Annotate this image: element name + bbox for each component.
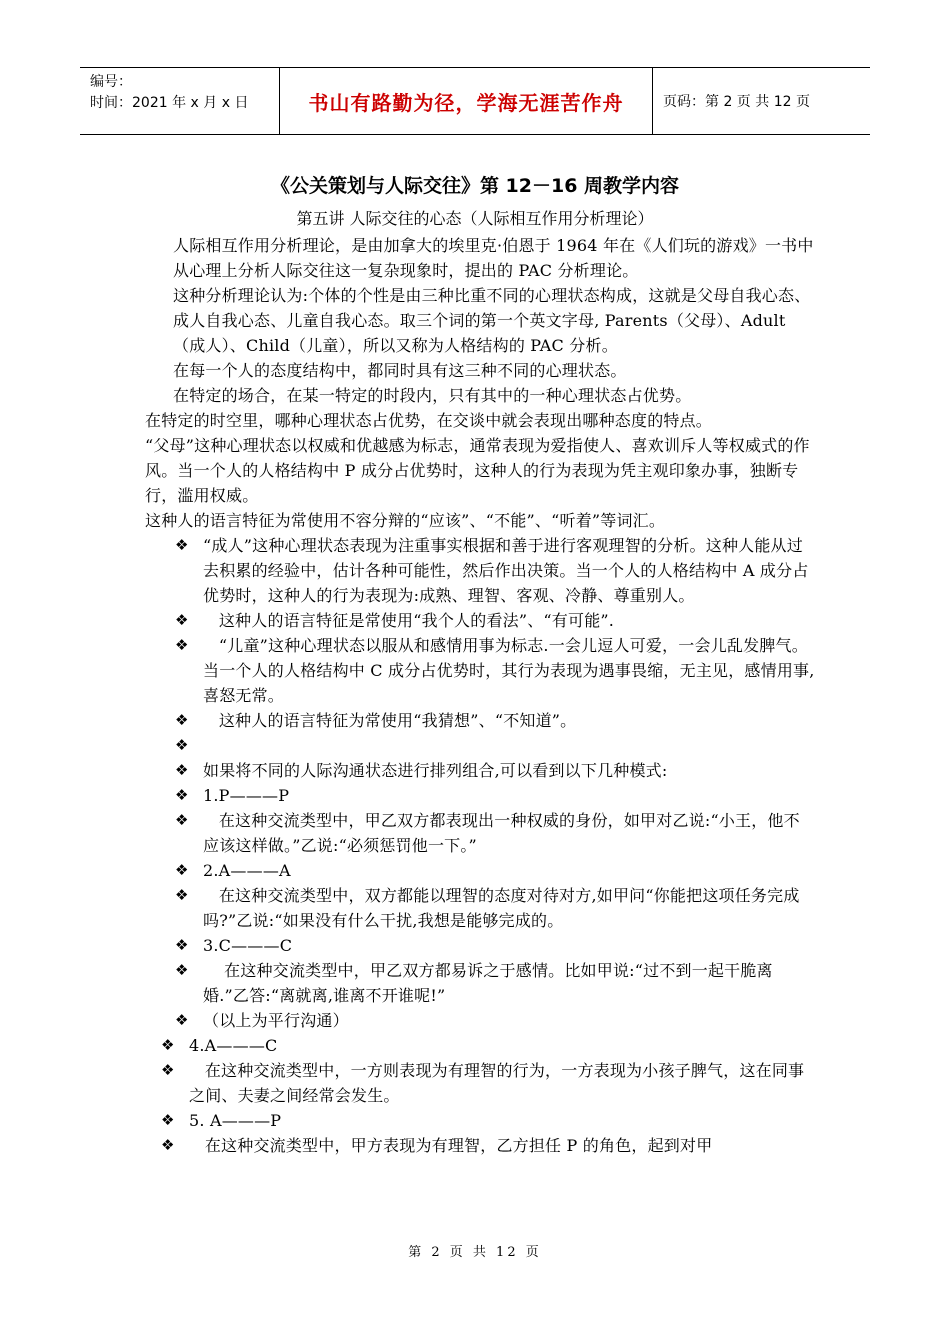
document-title: 《公关策划与人际交往》第 12－16 周教学内容 bbox=[270, 175, 680, 197]
date-label: 时间：2021 年 x 月 x 日 bbox=[90, 95, 249, 111]
diamond-bullet-icon: ❖ bbox=[175, 786, 189, 804]
paragraph: “父母”这种心理状态以权威和优越感为标志，通常表现为爱指使人、喜欢训斥人等权威式的作风。当一个人的人格结构中 P 成分占优势时，这种人的行为表现为凭主观印象办事，独断专行，滥用权威。 bbox=[145, 436, 810, 505]
list-item: ❖ 这种人的语言特征为常使用“我猜想”、“不知道”。 bbox=[145, 708, 815, 733]
list-item: ❖ 在这种交流类型中，甲方表现为有理智，乙方担任 P 的角色，起到对甲 bbox=[145, 1133, 815, 1158]
list-item: ❖ （以上为平行沟通） bbox=[145, 1008, 815, 1033]
paragraph: 这种分析理论认为:个体的个性是由三种比重不同的心理状态构成，这就是父母自我心态、成人自我心态、儿童自我心态。取三个词的第一个英文字母, Parents（父母）、Adult（成人）、Child（儿童），所以又称为人格结构的 PAC 分析。 bbox=[173, 286, 811, 355]
list-item: ❖ “儿童”这种心理状态以服从和感情用事为标志.一会儿逗人可爱，一会儿乱发脾气。当一个人的人格结构中 C 成分占优势时，其行为表现为遇事畏缩，无主见，感情用事,喜怒无常。 bbox=[145, 633, 815, 708]
header-motto: 书山有路勤为径，学海无涯苦作舟 bbox=[280, 68, 653, 134]
diamond-bullet-icon: ❖ bbox=[175, 1011, 189, 1029]
document-body bbox=[145, 233, 815, 1158]
list-item: ❖ 2.A———A bbox=[145, 858, 815, 883]
page-footer: 第 2 页 共 12 页 bbox=[408, 1245, 542, 1260]
list-item: ❖ 1.P———P bbox=[145, 783, 815, 808]
diamond-bullet-icon: ❖ bbox=[175, 711, 189, 729]
lecture-subtitle: 第五讲 人际交往的心态（人际相互作用分析理论） bbox=[296, 209, 654, 228]
paragraph: 这种人的语言特征为常使用不容分辩的“应该”、“不能”、“听着”等词汇。 bbox=[145, 511, 666, 530]
paragraph: 在每一个人的态度结构中，都同时具有这三种不同的心理状态。 bbox=[173, 361, 627, 380]
list-item: ❖ 4.A———C bbox=[145, 1033, 815, 1058]
diamond-bullet-icon: ❖ bbox=[175, 536, 189, 554]
diamond-bullet-icon: ❖ bbox=[175, 886, 189, 904]
diamond-bullet-icon: ❖ bbox=[175, 811, 189, 829]
list-item: ❖ 这种人的语言特征是常使用“我个人的看法”、“有可能”. bbox=[145, 608, 815, 633]
diamond-bullet-icon: ❖ bbox=[175, 736, 189, 754]
list-item: ❖ 5. A———P bbox=[145, 1108, 815, 1133]
diamond-bullet-icon: ❖ bbox=[175, 936, 189, 954]
diamond-bullet-icon: ❖ bbox=[175, 636, 189, 654]
diamond-bullet-icon: ❖ bbox=[175, 761, 189, 779]
list-item: ❖ “成人”这种心理状态表现为注重事实根据和善于进行客观理智的分析。这种人能从过去积累的经验中，估计各种可能性，然后作出决策。当一个人的人格结构中 A 成分占优势时，这种人的行为表现为:成熟、理智、客观、冷静、尊重别人。 bbox=[145, 533, 815, 608]
diamond-bullet-icon: ❖ bbox=[175, 861, 189, 879]
number-label: 编号： bbox=[90, 74, 132, 90]
paragraph: 在特定的场合，在某一特定的时段内，只有其中的一种心理状态占优势。 bbox=[173, 386, 692, 405]
list-item bbox=[145, 733, 815, 758]
diamond-bullet-icon: ❖ bbox=[161, 1036, 175, 1054]
diamond-bullet-icon: ❖ bbox=[161, 1111, 175, 1129]
list-item: ❖ 3.C———C bbox=[145, 933, 815, 958]
list-item: ❖ 在这种交流类型中，双方都能以理智的态度对待对方,如甲问“你能把这项任务完成吗?”乙说:“如果没有什么干扰,我想是能够完成的。 bbox=[145, 883, 815, 933]
paragraph: 人际相互作用分析理论，是由加拿大的埃里克·伯恩于 1964 年在《人们玩的游戏》一书中从心理上分析人际交往这一复杂现象时，提出的 PAC 分析理论。 bbox=[173, 236, 814, 280]
paragraph: 在特定的时空里，哪种心理状态占优势，在交谈中就会表现出哪种态度的特点。 bbox=[145, 411, 713, 430]
header-page-info: 页码：第 2 页 共 12 页 bbox=[663, 94, 810, 110]
diamond-bullet-icon: ❖ bbox=[175, 961, 189, 979]
header-table bbox=[80, 67, 870, 135]
list-item: ❖ 如果将不同的人际沟通状态进行排列组合,可以看到以下几种模式: bbox=[145, 758, 815, 783]
header-meta bbox=[80, 68, 280, 134]
list-item: ❖ 在这种交流类型中，一方则表现为有理智的行为，一方表现为小孩子脾气，这在同事之间、夫妻之间经常会发生。 bbox=[145, 1058, 815, 1108]
list-item: ❖ 在这种交流类型中，甲乙双方都易诉之于感情。比如甲说:“过不到一起干脆离婚.”乙答:“离就离,谁离不开谁呢!” bbox=[145, 958, 815, 1008]
list-item: ❖ 在这种交流类型中，甲乙双方都表现出一种权威的身份，如甲对乙说:“小王，他不应该这样做。”乙说:“必须惩罚他一下。” bbox=[145, 808, 815, 858]
diamond-bullet-icon: ❖ bbox=[161, 1061, 175, 1079]
diamond-bullet-icon: ❖ bbox=[161, 1136, 175, 1154]
diamond-bullet-icon: ❖ bbox=[175, 611, 189, 629]
